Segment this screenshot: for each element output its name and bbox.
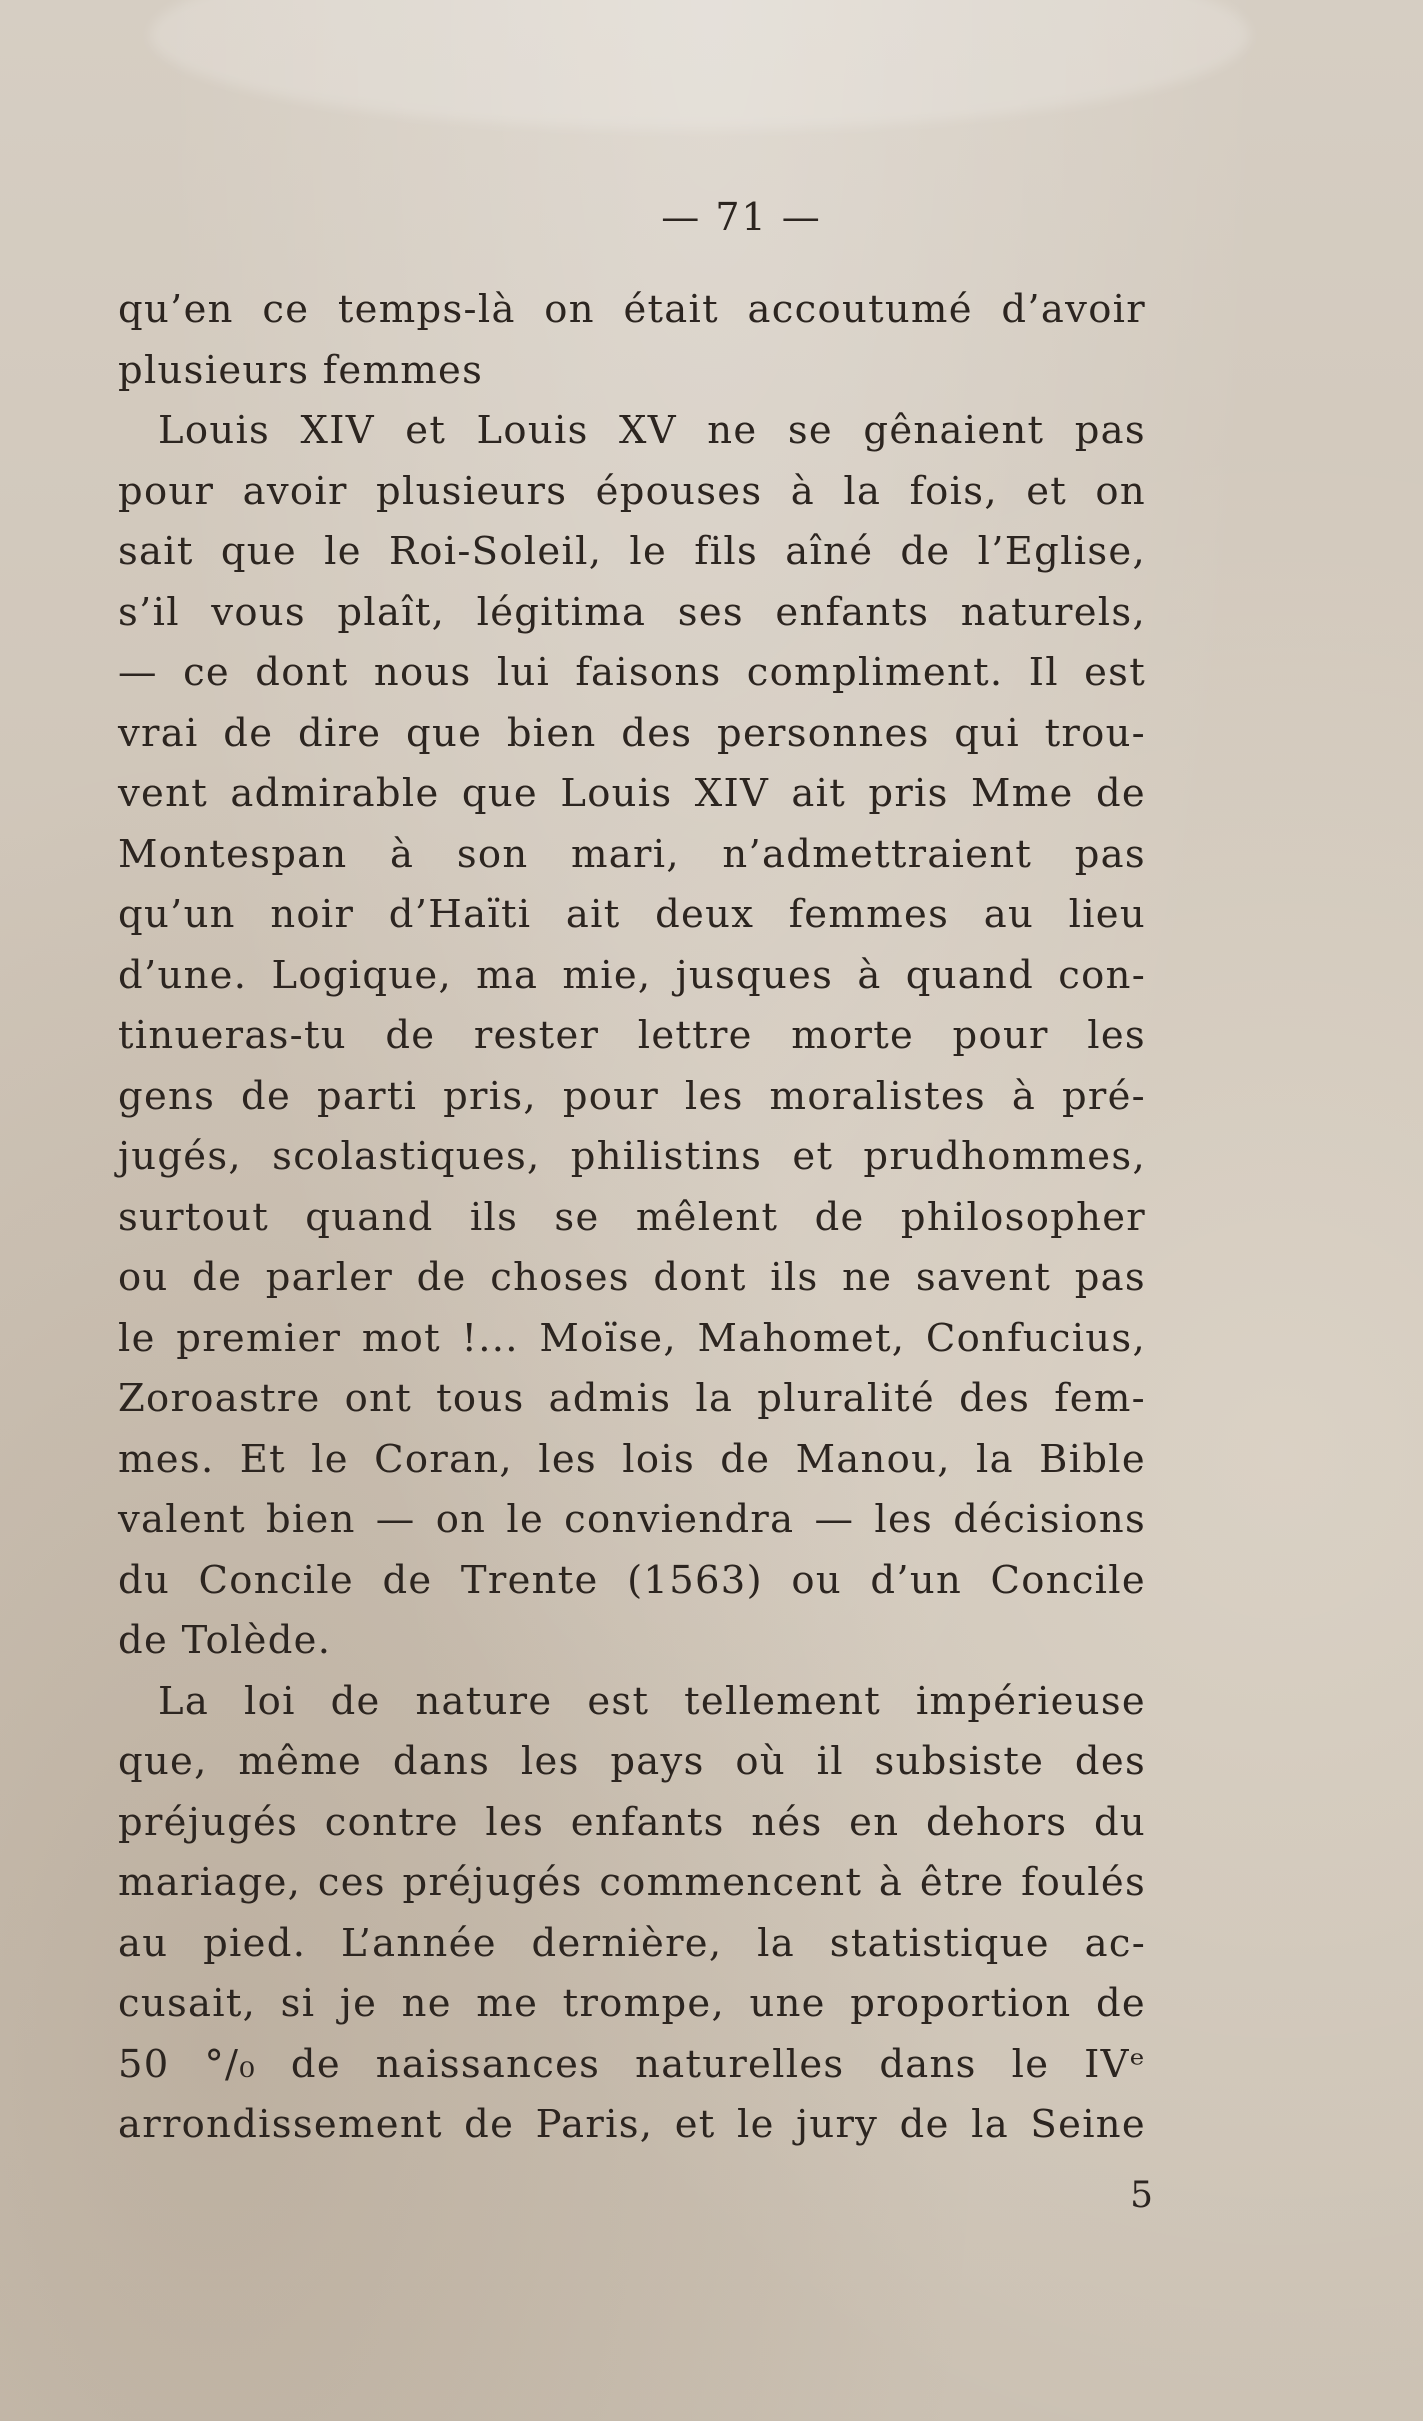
body-text	[118, 280, 1146, 2156]
paper-stain	[150, 0, 1250, 130]
text-line: le premier mot !... Moïse, Mahomet, Confucius,	[118, 1315, 1146, 1361]
text-line: Zoroastre ont tous admis la pluralité des fem-	[118, 1376, 1146, 1421]
text-line: d’une. Logique, ma mie, jusques à quand con-	[118, 952, 1146, 998]
text-line: que, même dans les pays où il subsiste des	[118, 1739, 1146, 1784]
text-line: pour avoir plusieurs épouses à la fois, et on	[118, 468, 1146, 514]
text-line: — ce dont nous lui faisons compliment. Il est	[118, 650, 1146, 695]
text-line: jugés, scolastiques, philistins et prudhommes,	[118, 1134, 1146, 1179]
text-line: mariage, ces préjugés commencent à être foulés	[118, 1860, 1146, 1905]
signature-mark: 5	[1130, 2175, 1153, 2216]
text-line: mes. Et le Coran, les lois de Manou, la Bible	[118, 1436, 1146, 1482]
text-line: sait que le Roi-Soleil, le fils aîné de l’Eglise,	[118, 529, 1146, 574]
text-line: Louis XIV et Louis XV ne se gênaient pas	[158, 408, 1146, 453]
text-line: préjugés contre les enfants nés en dehors du	[118, 1799, 1146, 1845]
text-line: s’il vous plaît, légitima ses enfants naturels,	[118, 589, 1146, 635]
text-line: ou de parler de choses dont ils ne savent pas	[118, 1255, 1146, 1300]
text-line: de Tolède.	[118, 1618, 332, 1663]
text-line: valent bien — on le conviendra — les décisions	[118, 1497, 1146, 1542]
text-line: Montespan à son mari, n’admettraient pas	[118, 831, 1146, 877]
text-line: qu’un noir d’Haïti ait deux femmes au lieu	[118, 892, 1146, 937]
text-line: vrai de dire que bien des personnes qui trou-	[118, 710, 1146, 756]
text-line: 50 °/₀ de naissances naturelles dans le IVᵉ	[118, 2041, 1146, 2087]
page-number: — 71 —	[661, 195, 822, 239]
text-line: tinueras-tu de rester lettre morte pour les	[118, 1013, 1146, 1058]
text-line: La loi de nature est tellement impérieuse	[158, 1678, 1146, 1724]
text-line: vent admirable que Louis XIV ait pris Mme de	[118, 771, 1146, 816]
text-line: qu’en ce temps-là on était accoutumé d’avoir	[118, 287, 1146, 332]
text-line: plusieurs femmes	[118, 347, 484, 393]
text-line: gens de parti pris, pour les moralistes à pré-	[118, 1073, 1146, 1119]
text-line: du Concile de Trente (1563) ou d’un Concile	[118, 1557, 1146, 1603]
text-line: au pied. L’année dernière, la statistique ac-	[118, 1920, 1146, 1966]
text-line: cusait, si je ne me trompe, une proportion de	[118, 1981, 1146, 2026]
text-line: surtout quand ils se mêlent de philosopher	[118, 1194, 1146, 1240]
text-line: arrondissement de Paris, et le jury de la Seine	[118, 2102, 1146, 2147]
